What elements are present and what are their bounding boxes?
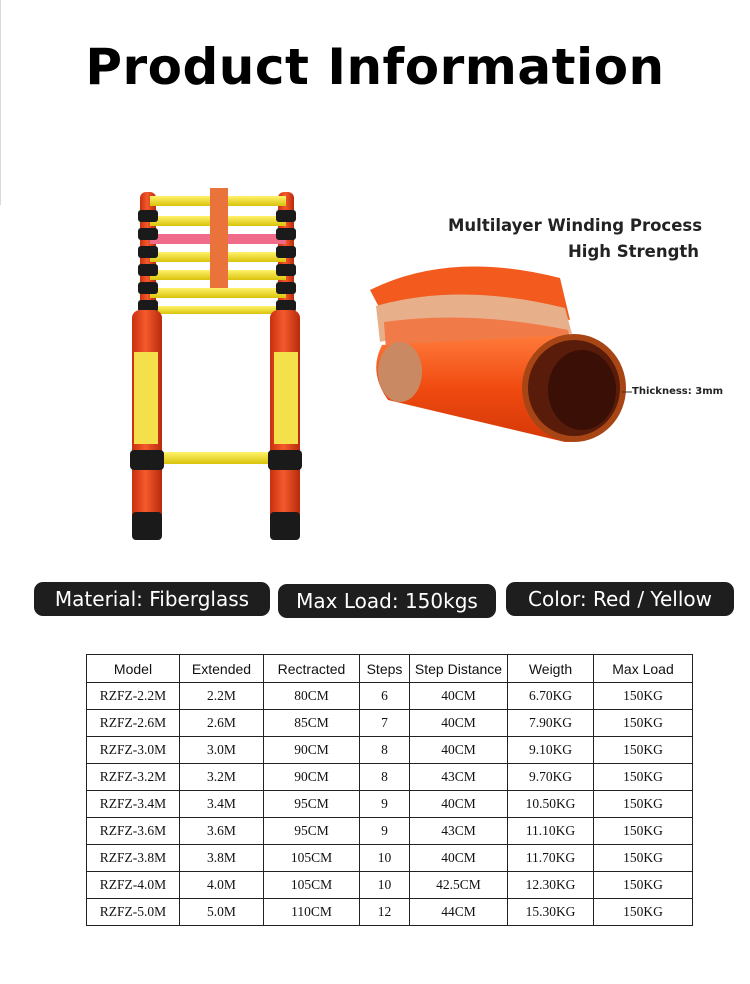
cell-retracted: 90CM [264,764,360,791]
cell-model: RZFZ-5.0M [87,899,180,926]
cell-extended: 3.8M [180,845,264,872]
cell-max-load: 150KG [594,764,693,791]
cell-retracted: 80CM [264,683,360,710]
fiberglass-tube-image [360,250,635,450]
cell-step-distance: 42.5CM [410,872,508,899]
edge-line [0,0,1,205]
specification-table [86,654,693,926]
cell-extended: 3.6M [180,818,264,845]
header-weight: Weigth [508,655,594,683]
cell-weight: 7.90KG [508,710,594,737]
ladder-image [120,180,320,550]
cell-extended: 4.0M [180,872,264,899]
cell-retracted: 105CM [264,872,360,899]
max-load-badge: Max Load: 150kgs [278,584,496,618]
cell-max-load: 150KG [594,710,693,737]
header-steps: Steps [360,655,410,683]
cell-retracted: 95CM [264,818,360,845]
cell-model: RZFZ-2.2M [87,683,180,710]
thickness-label: Thickness: 3mm [632,386,724,397]
cell-step-distance: 40CM [410,845,508,872]
header-retracted: Rectracted [264,655,360,683]
cell-max-load: 150KG [594,818,693,845]
cell-retracted: 90CM [264,737,360,764]
table-row [87,818,693,845]
cell-max-load: 150KG [594,845,693,872]
cell-model: RZFZ-3.6M [87,818,180,845]
table-row [87,683,693,710]
cell-steps: 9 [360,791,410,818]
table-row [87,764,693,791]
cell-extended: 5.0M [180,899,264,926]
cell-weight: 6.70KG [508,683,594,710]
cell-step-distance: 43CM [410,818,508,845]
header-step-distance: Step Distance [410,655,508,683]
cell-step-distance: 40CM [410,791,508,818]
cell-weight: 9.70KG [508,764,594,791]
table-row [87,845,693,872]
cell-model: RZFZ-3.8M [87,845,180,872]
cell-weight: 12.30KG [508,872,594,899]
page-title: Product Information [85,38,665,96]
table-row [87,872,693,899]
cell-step-distance: 40CM [410,683,508,710]
cell-model: RZFZ-2.6M [87,710,180,737]
process-callout-line-2: High Strength [568,242,700,261]
material-badge: Material: Fiberglass [34,582,270,616]
header-max-load: Max Load [594,655,693,683]
cell-retracted: 105CM [264,845,360,872]
cell-steps: 10 [360,845,410,872]
cell-steps: 7 [360,710,410,737]
cell-weight: 9.10KG [508,737,594,764]
cell-step-distance: 40CM [410,737,508,764]
cell-extended: 3.0M [180,737,264,764]
cell-step-distance: 44CM [410,899,508,926]
table-row [87,899,693,926]
cell-weight: 15.30KG [508,899,594,926]
cell-extended: 3.2M [180,764,264,791]
cell-model: RZFZ-3.2M [87,764,180,791]
cell-retracted: 85CM [264,710,360,737]
cell-retracted: 110CM [264,899,360,926]
cell-extended: 2.2M [180,683,264,710]
header-model: Model [87,655,180,683]
cell-steps: 10 [360,872,410,899]
table-row [87,737,693,764]
cell-max-load: 150KG [594,872,693,899]
header-extended: Extended [180,655,264,683]
cell-steps: 6 [360,683,410,710]
color-badge: Color: Red / Yellow [506,582,734,616]
cell-extended: 3.4M [180,791,264,818]
cell-steps: 8 [360,737,410,764]
cell-max-load: 150KG [594,737,693,764]
cell-step-distance: 40CM [410,710,508,737]
table-header-row [87,655,693,683]
table-row [87,710,693,737]
cell-max-load: 150KG [594,791,693,818]
process-callout-line-1: Multilayer Winding Process [448,216,703,235]
cell-step-distance: 43CM [410,764,508,791]
cell-steps: 12 [360,899,410,926]
cell-steps: 9 [360,818,410,845]
cell-max-load: 150KG [594,899,693,926]
cell-retracted: 95CM [264,791,360,818]
cell-model: RZFZ-4.0M [87,872,180,899]
cell-model: RZFZ-3.0M [87,737,180,764]
cell-weight: 11.70KG [508,845,594,872]
cell-steps: 8 [360,764,410,791]
cell-extended: 2.6M [180,710,264,737]
cell-model: RZFZ-3.4M [87,791,180,818]
table-row [87,791,693,818]
cell-weight: 11.10KG [508,818,594,845]
cell-max-load: 150KG [594,683,693,710]
cell-weight: 10.50KG [508,791,594,818]
